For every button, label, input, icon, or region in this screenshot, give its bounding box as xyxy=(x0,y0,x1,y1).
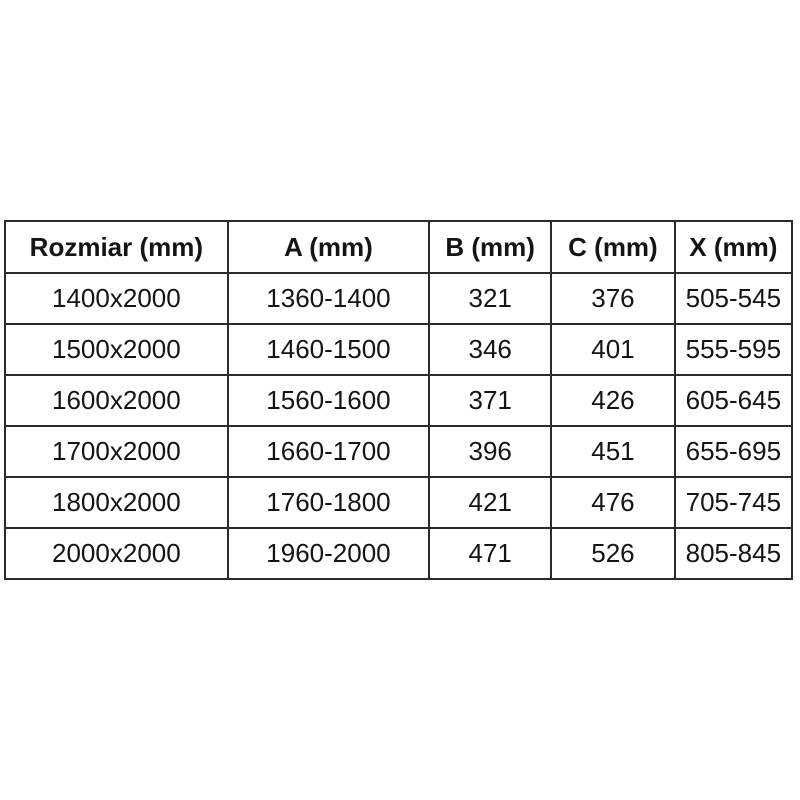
table-cell: 1600x2000 xyxy=(5,375,228,426)
table-cell: 451 xyxy=(551,426,675,477)
table-cell: 605-645 xyxy=(675,375,792,426)
table-cell: 1400x2000 xyxy=(5,273,228,324)
column-header-a: A (mm) xyxy=(228,221,429,273)
column-header-rozmiar: Rozmiar (mm) xyxy=(5,221,228,273)
table-cell: 371 xyxy=(429,375,551,426)
table-row xyxy=(5,375,792,426)
table-cell: 1460-1500 xyxy=(228,324,429,375)
table-cell: 1500x2000 xyxy=(5,324,228,375)
column-header-b: B (mm) xyxy=(429,221,551,273)
table-cell: 321 xyxy=(429,273,551,324)
table-row xyxy=(5,477,792,528)
table-cell: 1800x2000 xyxy=(5,477,228,528)
column-header-c: C (mm) xyxy=(551,221,675,273)
table-cell: 1360-1400 xyxy=(228,273,429,324)
table-cell: 1700x2000 xyxy=(5,426,228,477)
table-cell: 396 xyxy=(429,426,551,477)
table-cell: 471 xyxy=(429,528,551,579)
table-cell: 1660-1700 xyxy=(228,426,429,477)
table-cell: 805-845 xyxy=(675,528,792,579)
table-cell: 1560-1600 xyxy=(228,375,429,426)
table-cell: 1960-2000 xyxy=(228,528,429,579)
table-row xyxy=(5,528,792,579)
table-cell: 705-745 xyxy=(675,477,792,528)
table-cell: 401 xyxy=(551,324,675,375)
table-cell: 526 xyxy=(551,528,675,579)
table-row xyxy=(5,273,792,324)
size-spec-table xyxy=(4,220,793,580)
table-cell: 376 xyxy=(551,273,675,324)
table-row xyxy=(5,324,792,375)
table-cell: 476 xyxy=(551,477,675,528)
table-cell: 1760-1800 xyxy=(228,477,429,528)
table-cell: 2000x2000 xyxy=(5,528,228,579)
table-cell: 346 xyxy=(429,324,551,375)
header-row xyxy=(5,221,792,273)
table-cell: 655-695 xyxy=(675,426,792,477)
table-cell: 426 xyxy=(551,375,675,426)
table-cell: 505-545 xyxy=(675,273,792,324)
table-cell: 421 xyxy=(429,477,551,528)
table-cell: 555-595 xyxy=(675,324,792,375)
table-row xyxy=(5,426,792,477)
column-header-x: X (mm) xyxy=(675,221,792,273)
